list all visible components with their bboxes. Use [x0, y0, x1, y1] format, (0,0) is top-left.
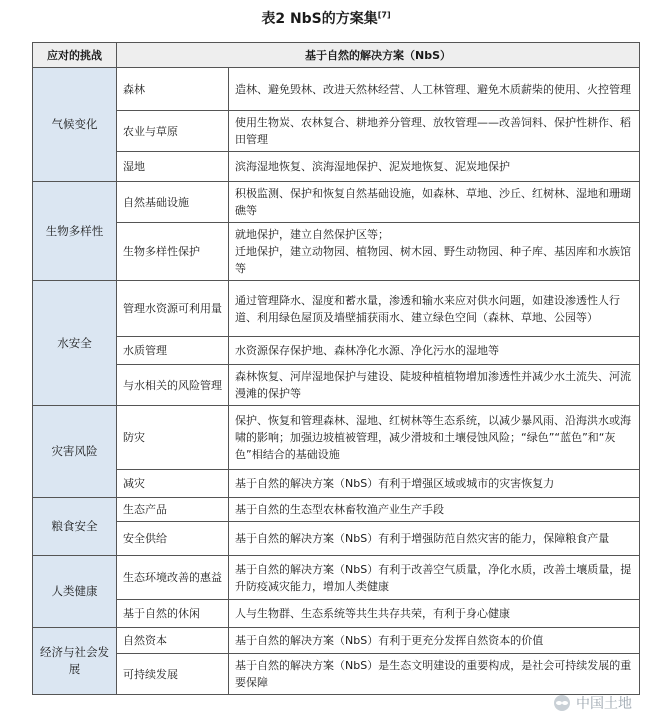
solution-cell: 积极监测、保护和恢复自然基础设施，如森林、草地、沙丘、红树林、湿地和珊瑚礁等: [229, 182, 640, 223]
sub-category-cell: 湿地: [117, 152, 229, 182]
solution-cell: 使用生物炭、农林复合、耕地养分管理、放牧管理——改善饲料、保护性耕作、稻田管理: [229, 111, 640, 152]
table-row: [33, 152, 640, 182]
sub-category-cell: 基于自然的休闲: [117, 600, 229, 628]
sub-category-cell: 可持续发展: [117, 654, 229, 695]
sub-category-cell: 森林: [117, 68, 229, 111]
table-row: [33, 406, 640, 470]
sub-category-cell: 生物多样性保护: [117, 223, 229, 281]
challenge-cell: 生物多样性: [33, 182, 117, 281]
header-solution: 基于自然的解决方案（NbS）: [117, 43, 640, 68]
table-row: [33, 498, 640, 522]
solution-line: 迁地保护，建立动物园、植物园、树木园、野生动物园、种子库、基因库和水族馆等: [235, 245, 631, 275]
table-row: [33, 556, 640, 600]
table-row: [33, 111, 640, 152]
watermark: [554, 693, 632, 713]
wechat-icon: [554, 695, 570, 711]
table-row: [33, 182, 640, 223]
sub-category-cell: 管理水资源可利用量: [117, 281, 229, 337]
solution-cell: 滨海湿地恢复、滨海湿地保护、泥炭地恢复、泥炭地保护: [229, 152, 640, 182]
header-challenge: 应对的挑战: [33, 43, 117, 68]
sub-category-cell: 与水相关的风险管理: [117, 365, 229, 406]
challenge-cell: 人类健康: [33, 556, 117, 628]
reference-mark: [7]: [377, 10, 391, 20]
solution-cell: 人与生物群、生态系统等共生共存共荣，有利于身心健康: [229, 600, 640, 628]
challenge-cell: 粮食安全: [33, 498, 117, 556]
sub-category-cell: 自然资本: [117, 628, 229, 654]
table-row: [33, 68, 640, 111]
sub-category-cell: 防灾: [117, 406, 229, 470]
challenge-cell: 气候变化: [33, 68, 117, 182]
table-row: [33, 628, 640, 654]
solution-cell: 基于自然的解决方案（NbS）有利于更充分发挥自然资本的价值: [229, 628, 640, 654]
table-row: [33, 281, 640, 337]
solution-cell: 通过管理降水、湿度和蓄水量，渗透和输水来应对供水问题，如建设渗透性人行道、利用绿色屋顶及墙壁捕获雨水、建立绿色空间（森林、草地、公园等）: [229, 281, 640, 337]
sub-category-cell: 自然基础设施: [117, 182, 229, 223]
table-row: [33, 365, 640, 406]
watermark-text: 中国土地: [576, 696, 632, 712]
table-title: [0, 8, 652, 28]
sub-category-cell: 减灾: [117, 470, 229, 498]
solution-cell: 基于自然的生态型农林畜牧渔产业生产手段: [229, 498, 640, 522]
table-row: [33, 600, 640, 628]
sub-category-cell: 农业与草原: [117, 111, 229, 152]
challenge-cell: 经济与社会发展: [33, 628, 117, 695]
solution-cell: 保护、恢复和管理森林、湿地、红树林等生态系统，以减少暴风雨、沿海洪水或海啸的影响；加强边坡植被管理，减少滑坡和土壤侵蚀风险；“绿色”“蓝色”和“灰色”相结合的基础设施: [229, 406, 640, 470]
table-row: [33, 223, 640, 281]
sub-category-cell: 生态产品: [117, 498, 229, 522]
sub-category-cell: 水质管理: [117, 337, 229, 365]
table-row: [33, 522, 640, 556]
challenge-cell: 水安全: [33, 281, 117, 406]
nbs-table: [32, 42, 640, 695]
solution-cell: 造林、避免毁林、改进天然林经营、人工林管理、避免木质薪柴的使用、火控管理: [229, 68, 640, 111]
solution-cell: 基于自然的解决方案（NbS）有利于增强防范自然灾害的能力，保障粮食产量: [229, 522, 640, 556]
solution-cell: 森林恢复、河岸湿地保护与建设、陡坡种植植物增加渗透性并减少水土流失、河流漫滩的保护等: [229, 365, 640, 406]
table-header-row: [33, 43, 640, 68]
table-row: [33, 654, 640, 695]
sub-category-cell: 生态环境改善的惠益: [117, 556, 229, 600]
table-title-text: 表2 NbS的方案集: [261, 11, 378, 27]
solution-cell: 基于自然的解决方案（NbS）是生态文明建设的重要构成，是社会可持续发展的重要保障: [229, 654, 640, 695]
solution-cell: 水资源保存保护地、森林净化水源、净化污水的湿地等: [229, 337, 640, 365]
solution-cell: [229, 223, 640, 281]
solution-line: 就地保护，建立自然保护区等；: [235, 228, 389, 241]
table-row: [33, 470, 640, 498]
sub-category-cell: 安全供给: [117, 522, 229, 556]
challenge-cell: 灾害风险: [33, 406, 117, 498]
table-row: [33, 337, 640, 365]
solution-cell: 基于自然的解决方案（NbS）有利于增强区域或城市的灾害恢复力: [229, 470, 640, 498]
solution-cell: 基于自然的解决方案（NbS）有利于改善空气质量，净化水质，改善土壤质量，提升防疫减灾能力，增加人类健康: [229, 556, 640, 600]
